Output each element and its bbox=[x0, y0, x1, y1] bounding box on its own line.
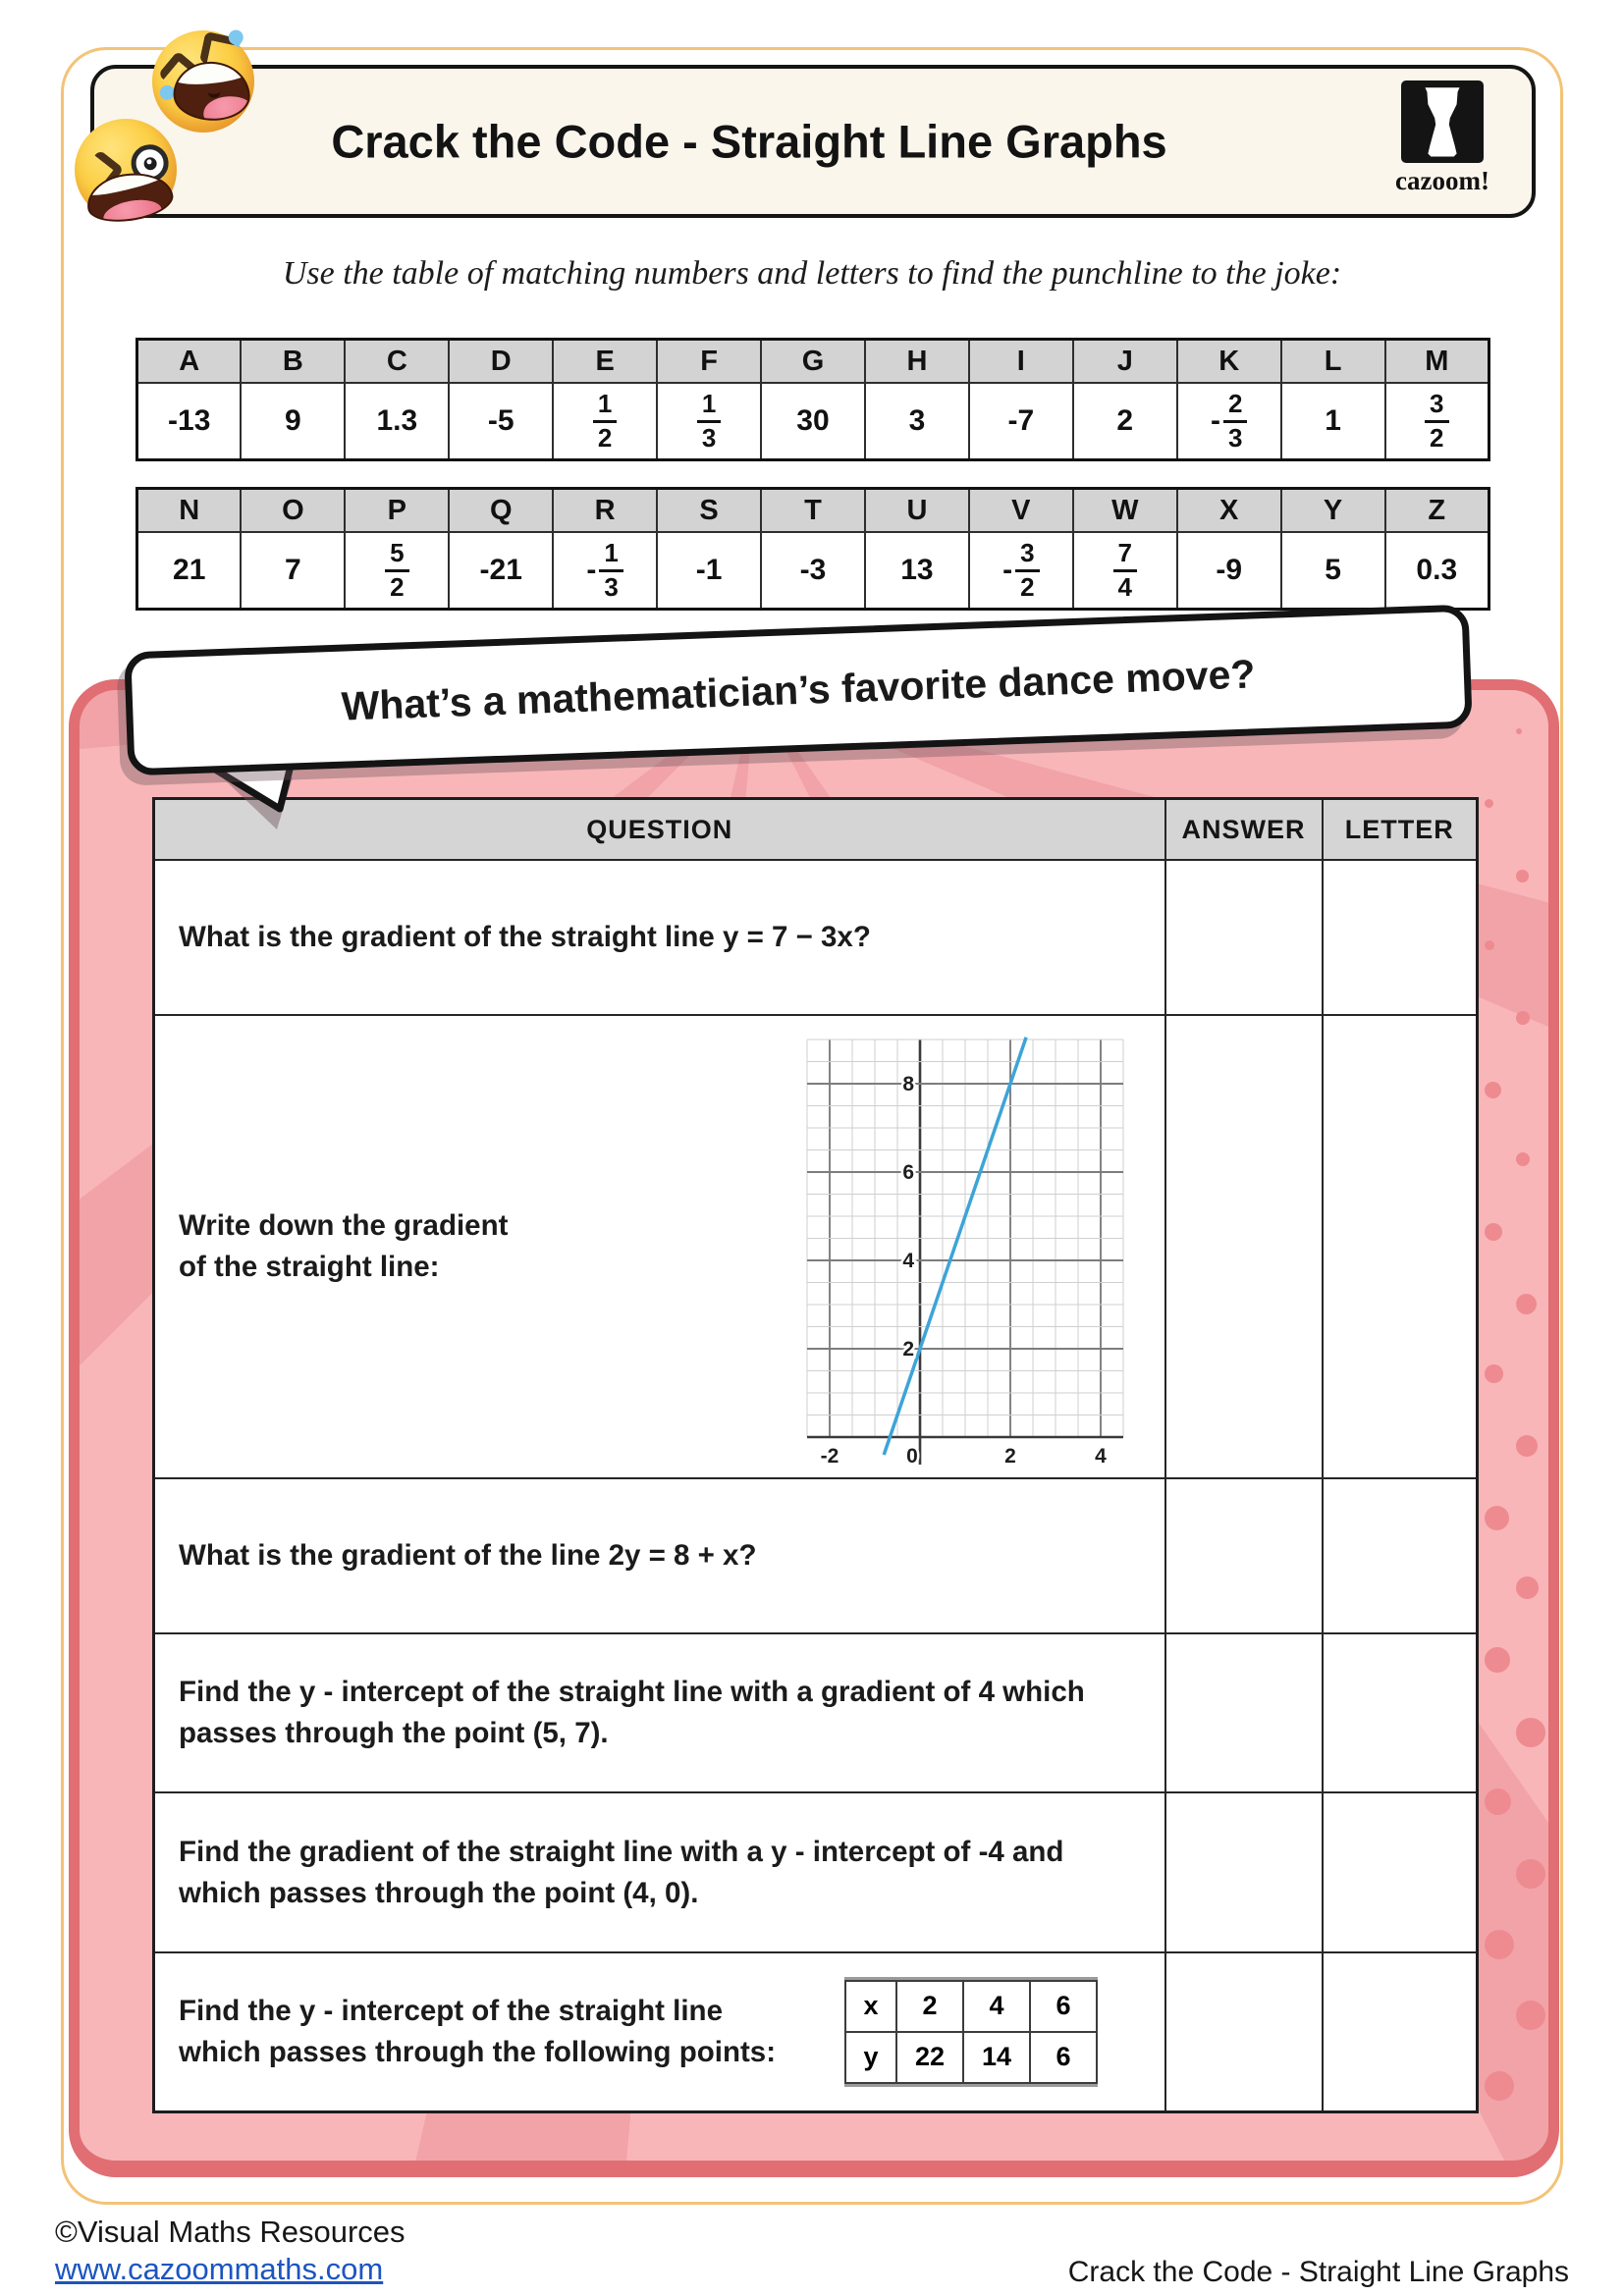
code-letter-cell: P bbox=[345, 489, 449, 533]
code-value-cell: 9 bbox=[241, 383, 345, 460]
code-letter-cell: Y bbox=[1281, 489, 1385, 533]
panel-dot bbox=[1516, 1718, 1545, 1747]
svg-text:0: 0 bbox=[906, 1445, 918, 1468]
question-row bbox=[154, 1633, 1478, 1792]
panel-dot bbox=[1485, 1082, 1501, 1098]
code-letter-cell: N bbox=[137, 489, 242, 533]
code-value-cell: 30 bbox=[761, 383, 865, 460]
answer-cell bbox=[1165, 860, 1323, 1015]
letter-code-table-1 bbox=[135, 338, 1490, 461]
question-cell bbox=[154, 1952, 1165, 2111]
code-letter-cell: L bbox=[1281, 340, 1385, 384]
code-letter-cell: B bbox=[241, 340, 345, 384]
footer-page-title: Crack the Code - Straight Line Graphs bbox=[1067, 2256, 1569, 2288]
question-row bbox=[154, 1952, 1478, 2111]
letter-cell bbox=[1323, 1633, 1478, 1792]
code-letter-cell: V bbox=[969, 489, 1073, 533]
code-letter-cell: I bbox=[969, 340, 1073, 384]
code-value-cell: 0.3 bbox=[1385, 532, 1489, 610]
points-table-label: y bbox=[845, 2032, 896, 2083]
code-letter-cell: M bbox=[1385, 340, 1489, 384]
code-letter-cell: H bbox=[865, 340, 969, 384]
answer-cell bbox=[1165, 1952, 1323, 2111]
svg-text:6: 6 bbox=[902, 1161, 914, 1184]
code-value-cell: -1 bbox=[657, 532, 761, 610]
panel-dot bbox=[1516, 1576, 1539, 1599]
letter-cell bbox=[1323, 860, 1478, 1015]
code-value-cell: $\frac{1}{3}$ bbox=[657, 383, 761, 460]
code-value-cell: - $\frac{1}{3}$ bbox=[553, 532, 657, 610]
joke-question: What’s a mathematician’s favorite dance move? bbox=[340, 650, 1257, 729]
panel-dot bbox=[1485, 1223, 1502, 1241]
svg-text:-2: -2 bbox=[820, 1445, 839, 1468]
cazoom-logo-text: cazoom! bbox=[1395, 166, 1489, 195]
points-table-value: 22 bbox=[896, 2032, 963, 2083]
page-title: Crack the Code - Straight Line Graphs bbox=[331, 115, 1167, 168]
cazoom-logo bbox=[1379, 80, 1506, 196]
code-letter-cell: C bbox=[345, 340, 449, 384]
panel-dot bbox=[1485, 1930, 1514, 1959]
question-row bbox=[154, 1478, 1478, 1633]
code-value-cell: $\frac{5}{2}$ bbox=[345, 532, 449, 610]
code-letter-cell: T bbox=[761, 489, 865, 533]
letter-code-table-2 bbox=[135, 487, 1490, 611]
question-row bbox=[154, 860, 1478, 1015]
code-value-cell: - $\frac{3}{2}$ bbox=[969, 532, 1073, 610]
code-value-cell: $\frac{3}{2}$ bbox=[1385, 383, 1489, 460]
svg-text:2: 2 bbox=[902, 1338, 914, 1361]
code-letter-cell: R bbox=[553, 489, 657, 533]
instruction-text: Use the table of matching numbers and letters to find the punchline to the joke: bbox=[282, 255, 1342, 292]
code-letter-cell: U bbox=[865, 489, 969, 533]
straight-line-graph bbox=[801, 1032, 1131, 1471]
question-table bbox=[152, 797, 1479, 2113]
code-letter-cell: A bbox=[137, 340, 242, 384]
code-letter-cell: Z bbox=[1385, 489, 1489, 533]
code-value-cell: -13 bbox=[137, 383, 242, 460]
code-letter-cell: X bbox=[1177, 489, 1281, 533]
svg-text:4: 4 bbox=[902, 1250, 914, 1272]
code-value-cell: 3 bbox=[865, 383, 969, 460]
letter-cell bbox=[1323, 1952, 1478, 2111]
question-text: What is the gradient of the straight line y = 7 − 3x? bbox=[179, 921, 871, 954]
panel-dot bbox=[1516, 1011, 1530, 1025]
panel-dot bbox=[1485, 1789, 1511, 1815]
points-table-value: 4 bbox=[963, 1981, 1030, 2032]
code-value-cell: 2 bbox=[1073, 383, 1177, 460]
code-value-cell: 5 bbox=[1281, 532, 1385, 610]
code-value-cell: 21 bbox=[137, 532, 242, 610]
code-value-cell: -21 bbox=[449, 532, 553, 610]
copyright-text: ©Visual Maths Resources bbox=[55, 2215, 406, 2249]
question-text: Find the gradient of the straight line with a y - intercept of -4 and which passes through the point (4, 0). bbox=[179, 1835, 1064, 1909]
answer-cell bbox=[1165, 1478, 1323, 1633]
letter-cell bbox=[1323, 1792, 1478, 1952]
code-value-cell: - $\frac{2}{3}$ bbox=[1177, 383, 1281, 460]
points-table-label: x bbox=[845, 1981, 896, 2032]
code-letter-cell: S bbox=[657, 489, 761, 533]
panel-dot bbox=[1516, 728, 1522, 734]
question-cell bbox=[154, 1792, 1165, 1952]
code-value-cell: $\frac{7}{4}$ bbox=[1073, 532, 1177, 610]
column-header-answer: ANSWER bbox=[1165, 799, 1323, 861]
code-value-cell: -3 bbox=[761, 532, 865, 610]
letter-cell bbox=[1323, 1478, 1478, 1633]
panel-dot bbox=[1516, 870, 1529, 882]
panel-dot bbox=[1485, 2071, 1514, 2101]
question-text: Find the y - intercept of the straight line with a gradient of 4 which passes through the point (5, 7). bbox=[179, 1676, 1085, 1749]
title-box bbox=[90, 65, 1536, 218]
panel-dot bbox=[1516, 1859, 1545, 1889]
answer-cell bbox=[1165, 1792, 1323, 1952]
question-cell bbox=[154, 860, 1165, 1015]
code-value-cell: -7 bbox=[969, 383, 1073, 460]
code-value-cell: -9 bbox=[1177, 532, 1281, 610]
panel-dot bbox=[1485, 1364, 1503, 1383]
column-header-question: QUESTION bbox=[154, 799, 1165, 861]
points-table-value: 6 bbox=[1030, 1981, 1097, 2032]
question-row bbox=[154, 1015, 1478, 1478]
question-row bbox=[154, 1792, 1478, 1952]
cazoom-drum-icon bbox=[1401, 80, 1484, 163]
code-letter-cell: D bbox=[449, 340, 553, 384]
code-letter-cell: O bbox=[241, 489, 345, 533]
code-letter-cell: W bbox=[1073, 489, 1177, 533]
letter-cell bbox=[1323, 1015, 1478, 1478]
answer-cell bbox=[1165, 1633, 1323, 1792]
points-table-value: 2 bbox=[896, 1981, 963, 2032]
code-value-cell: 1.3 bbox=[345, 383, 449, 460]
question-table-header-row bbox=[154, 799, 1478, 861]
website-link[interactable]: www.cazoommaths.com bbox=[55, 2252, 384, 2286]
question-text: Find the y - intercept of the straight line which passes through the following points: bbox=[179, 1994, 777, 2068]
question-text: Write down the gradient of the straight line: bbox=[179, 1209, 509, 1283]
code-value-cell: 7 bbox=[241, 532, 345, 610]
code-value-cell: -5 bbox=[449, 383, 553, 460]
points-table-value: 14 bbox=[963, 2032, 1030, 2083]
code-letter-cell: J bbox=[1073, 340, 1177, 384]
panel-dot bbox=[1516, 1435, 1538, 1457]
code-value-cell: $\frac{1}{2}$ bbox=[553, 383, 657, 460]
code-letter-cell: F bbox=[657, 340, 761, 384]
points-table-value: 6 bbox=[1030, 2032, 1097, 2083]
code-value-cell: 1 bbox=[1281, 383, 1385, 460]
answer-cell bbox=[1165, 1015, 1323, 1478]
code-letter-cell: Q bbox=[449, 489, 553, 533]
code-letter-cell: G bbox=[761, 340, 865, 384]
code-value-cell: 13 bbox=[865, 532, 969, 610]
svg-text:2: 2 bbox=[1004, 1445, 1016, 1468]
panel-dot bbox=[1516, 2001, 1545, 2030]
svg-text:8: 8 bbox=[902, 1073, 914, 1095]
code-letter-cell: K bbox=[1177, 340, 1281, 384]
question-text: What is the gradient of the line 2y = 8 + x? bbox=[179, 1539, 757, 1573]
question-cell bbox=[154, 1478, 1165, 1633]
points-table bbox=[844, 1980, 1098, 2084]
winking-laugh-emoji-icon bbox=[75, 119, 177, 221]
column-header-letter: LETTER bbox=[1323, 799, 1478, 861]
code-letter-cell: E bbox=[553, 340, 657, 384]
svg-text:4: 4 bbox=[1095, 1445, 1107, 1468]
question-cell bbox=[154, 1015, 1165, 1478]
question-cell bbox=[154, 1633, 1165, 1792]
